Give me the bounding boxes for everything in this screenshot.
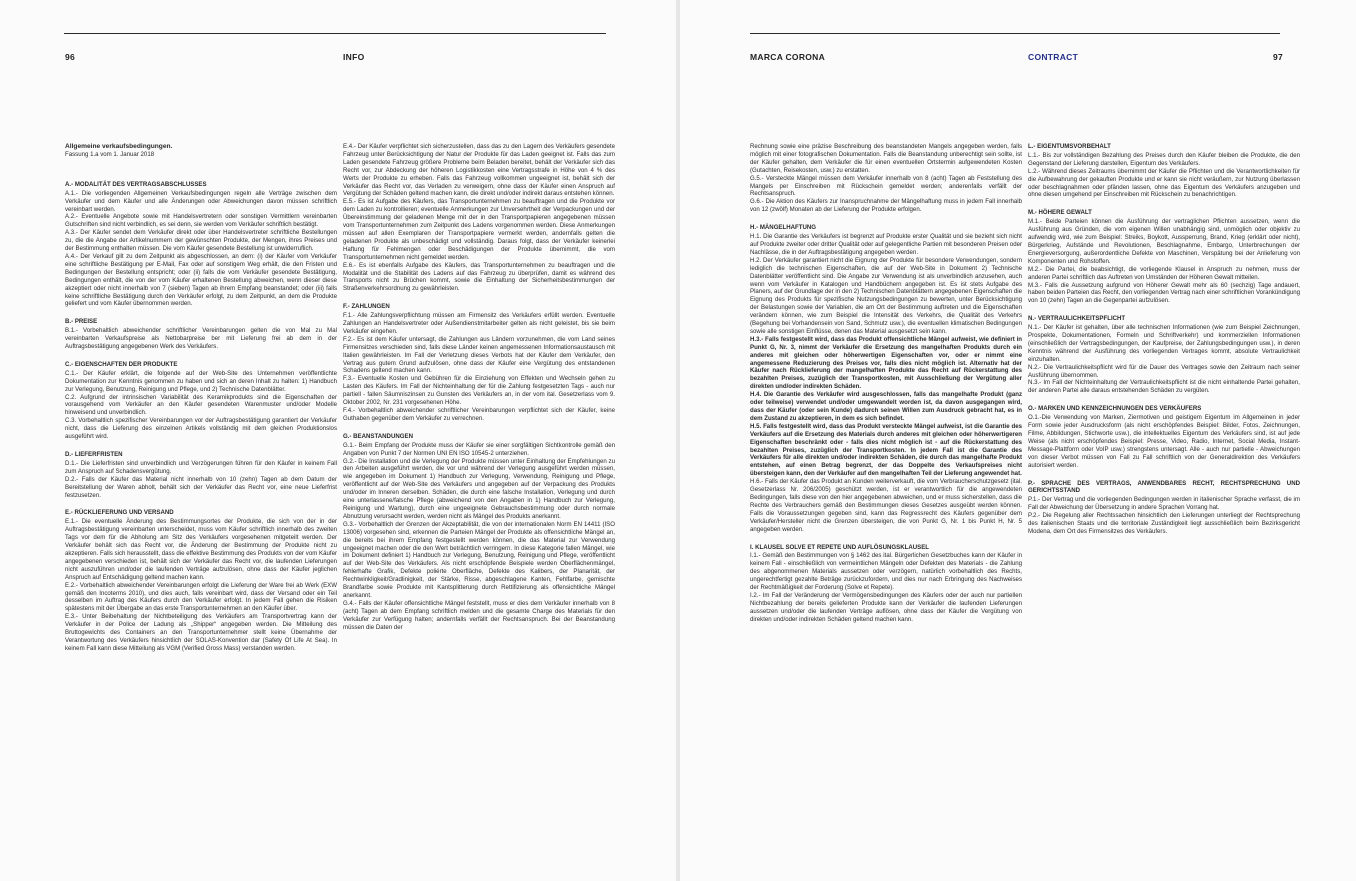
clause-paragraph: C.3. Vorbehaltlich spezifischer Vereinbarungen vor der Auftragsbestätigung garantiert der Verkäufer nicht, dass die Lieferung des einzelnen Artikels vollständig mit dem gleichen Produktionslos ausgeführt wird. [65, 417, 337, 441]
clause-paragraph: D.2.- Falls der Käufer das Material nicht innerhalb von 10 (zehn) Tagen ab dem Datum der Bereitstellung der Waren abholt, behält sich der Verkäufer das Recht vor, eine neue Lieferfrist festzusetzen. [65, 475, 337, 499]
clause-paragraph: E.5.- Es ist Aufgabe des Käufers, das Transportunternehmen zu beauftragen und die Produkte vor dem Laden zu kontrollieren; eventuelle Anmerkungen zur Unversehrtheit der Verpackungen und der Übereinstimmung der geladenen Menge mit der in den Transportpapieren angegebenen müssen vom Transportunternehmen zum Zeitpunkt des Ladens vorgenommen werden. Diese Anmerkungen müssen auf allen Exemplaren der Transportpapiere vermerkt werden, andernfalls gelten die geladenen Produkte als unbeschädigt und vollständig. Daraus folgt, dass der Verkäufer keinerlei Haftung für Fehlmengen oder Beschädigungen der Produkte übernimmt, die vom Transportunternehmen nicht gemeldet werden. [343, 198, 615, 261]
section-heading: C.- EIGENSCHAFTEN DER PRODUKTE [65, 360, 178, 368]
clause-paragraph: E.2.- Vorbehaltlich abweichender Vereinbarungen erfolgt die Lieferung der Ware frei ab Werk (EXW gemäß den Incoterms 2010), und dies auch, falls vereinbart wird, dass der Versand oder ein Teil desselben im Auftrag des Käufers durch den Verkäufer erfolgt. In jedem Fall gehen die Risiken spätestens mit der Übergabe an das erste Transportunternehmen an den Käufer über. [65, 581, 337, 613]
text-column [1028, 143, 1300, 536]
text-column [65, 143, 337, 653]
clause-paragraph: Rechnung sowie eine präzise Beschreibung des beanstandeten Mangels angegeben werden, falls möglich mit einer fotografischen Dokumentation. Falls die Beanstandung unberechtigt sein sollte, ist der Käufer gehalten, dem Verkäufer die für einen eventuellen Ortstermin aufgewendeten Kosten (Gutachten, Reisekosten, usw.) zu erstatten. [750, 143, 1022, 174]
section-heading: E.- RÜCKLIEFERUNG UND VERSAND [65, 509, 174, 517]
text-column [343, 143, 615, 631]
clause-paragraph: M.2.- Die Partei, die beabsichtigt, die vorliegende Klausel in Anspruch zu nehmen, muss der anderen Partei schriftlich das Auftreten von Umständen der Höheren Gewalt mitteilen. [1028, 265, 1300, 281]
clause-paragraph: A.3.- Der Käufer sendet dem Verkäufer direkt oder über Handelsvertreter schriftliche Bestellungen zu, die die Angabe der Artikelnummern der gewünschten Produkte, der Mengen, ihres Preises und der Bestimmung enthalten müssen. Die vom Käufer gesendete Bestellung ist unwiderruflich. [65, 229, 337, 253]
section-heading: I. KLAUSEL SOLVE ET REPETE UND AUFLÖSUNGSKLAUSEL [750, 543, 929, 551]
clause-paragraph: M.1.- Beide Parteien können die Ausführung der vertraglichen Pflichten aussetzen, wenn die Ausführung aus Gründen, die vom eigenen Willen unabhängig sind, unmöglich oder objektiv zu aufwendig wird, wie zum Beispiel: Streiks, Boykott, Aussperrung, Brand, Krieg (erklärt oder nicht), Bürgerkrieg, Aufstände und Revolutionen, Beschlagnahme, Embargo, Unterbrechungen der Energieversorgung, außerordentliche Defekte von Maschinen, Verspätung bei der Anlieferung von Komponenten und Rohstoffen. [1028, 218, 1300, 265]
clause-paragraph: G.1.- Beim Empfang der Produkte muss der Käufer sie einer sorgfältigen Sichtkontrolle gemäß den Angaben von Punkt 7 der Normen UNI EN ISO 10545-2 unterziehen. [343, 441, 615, 457]
clause-paragraph: H.5. Falls festgestellt wird, dass das Produkt versteckte Mängel aufweist, ist die Garantie des Verkäufers auf die Ersetzung des Materials durch anderes mit gleichen oder höherwertigeren Eigenschaften beschränkt oder - falls dies nicht möglich ist - auf die Rückerstattung des bezahlten Preises, zuzüglich der Transportkosten. In jedem Fall ist die Garantie des Verkäufers für alle direkten und/oder indirekten Schäden, die durch das mangelhafte Produkt entstehen, auf einen Betrag begrenzt, der das Doppelte des Verkaufspreises nicht übersteigen kann, den der Verkäufer auf den mangelhaften Teil der Lieferung angewendet hat. [750, 422, 1022, 478]
clause-paragraph: C.1.- Der Käufer erklärt, die folgende auf der Web-Site des Unternehmen veröffentlichte Dokumentation zur Kenntnis genommen zu haben und sich an deren Inhalt zu halten: 1) Handbuch zur Verlegung, Benutzung, Reinigung und Pflege, und 2) Technische Datenblätter. [65, 369, 337, 393]
clause-paragraph: F.3.- Eventuelle Kosten und Gebühren für die Einziehung von Effekten und Wechseln gehen zu Lasten des Käufers. Im Fall der Nichteinhaltung der für die Zahlung festgesetzten Tags - auch nur partiell - fallen Säumniszinsen zu Gunsten des Verkäufers an, in der vom ital. Gesetzerlass vom 9. Oktober 2002, Nr. 231 vorgesehenen Höhe. [343, 375, 615, 407]
section-heading: A.- MODALITÄT DES VERTRAGSABSCHLUSSES [65, 180, 207, 188]
clause-paragraph: H.1. Die Garantie des Verkäufers ist begrenzt auf Produkte erster Qualität und sie bezieht sich nicht auf Produkte zweiter oder dritter Qualität oder auf gelegentliche Partien mit besonderen Preisen oder Nachlässe, die in der Auftragsbestätigung angegeben werden. [750, 233, 1023, 256]
clause-paragraph: G.5.- Versteckte Mängel müssen dem Verkäufer innerhalb von 8 (acht) Tagen ab Feststellung des Mangels per Einschreiben mit Rückschein gemeldet werden; anderenfalls verfällt der Rechtsanspruch. [750, 174, 1022, 198]
clause-paragraph: C.2. Aufgrund der intrinsischen Variabilität des Keramikprodukts sind die Eigenschaften der vorausgehend vom Verkäufer an den Käufer gesendeten Warenmuster und/oder Modelle hinweisend und unverbindlich. [65, 393, 337, 417]
section-heading: G.- BEANSTANDUNGEN [343, 432, 413, 440]
clause-paragraph: O.1.-Die Verwendung von Marken, Ziermotiven und geistigem Eigentum im Allgemeinen in jeder Form sowie jeder Ausdrucksform (als nicht erschöpfendes Beispiel: Bilder, Fotos, Zeichnungen, Filme, Abbildungen, Stichworte usw.), die intellektuelles Eigentum des Verkäufers sind, ist auf jede Weise (als nicht erschöpfendes Beispiel: Presse, Video, Radio, Internet, Social Media, Instant-Message-Plattform oder VoIP usw.) strengstens untersagt. Alle - auch nur partielle - Abweichungen von dieser Verbot müssen von Fall zu Fall schriftlich von der Generaldirektion des Verkäufers autorisiert werden. [1028, 414, 1300, 469]
section-heading: O.- MARKEN UND KENNZEICHNUNGEN DES VERKÄUFERS [1028, 405, 1202, 413]
clause-paragraph: E.3.- Unter Beibehaltung der Nichtbeteiligung des Verkäufers am Transportvertrag kann der Verkäufer in der Police der Ladung als „Shipper“ angegeben werden. Die Mitteilung des Bruttogewichts des Containers an den Transportunternehmer stellt keine Übernahme der Verantwortung des Verkäufers hinsichtlich der SOLAS-Konvention dar (Safety Of Life At Sea). In keinem Fall kann diese Mitteilung als VGM (Verified Gross Mass) verstanden werden. [65, 613, 337, 652]
clause-paragraph: G.6.- Die Aktion des Käufers zur Inanspruchnahme der Mängelhaftung muss in jedem Fall innerhalb von 12 (zwölf) Monaten ab der Lieferung der Produkte erfolgen. [750, 198, 1022, 214]
clause-paragraph: I.2.- Im Fall der Veränderung der Vermögensbedingungen des Käufers oder der auch nur partiellen Nichtbezahlung der bereits gelieferten Produkte kann der Verkäufer die laufenden Lieferungen aussetzen und/oder die laufenden Verträge auflösen, ohne dass der Käufer die Vergütung von direkten und/oder indirekten Schäden geltend machen kann. [750, 591, 1022, 623]
clause-paragraph: G.3.- Vorbehaltlich der Grenzen der Akzeptabilität, die von der internationalen Norm EN 14411 (ISO 13006) vorgesehen sind, erkennen die Parteien Mängel der Produkte als offensichtliche Mängel an, die bereits bei ihrem Empfang festgestellt werden können, die das Material zur Verwendung ungeeignet machen oder die den Wert beträchtlich verringern. In diese Kategorie fallen Mängel, wie im Dokument definiert 1) Handbuch zur Verlegung, Benutzung, Reinigung und Pflege, veröffentlicht auf der Web-Site des Verkäufers. Als nicht erschöpfende Beispiele werden Oberflächenmängel, fehlerhafte Grafik, Defekte poliérte Oberfläche, Defekte des Kalibers, der Planarität, der Rechtwinkligkeit/Gradlinigkeit, der Stärke, Risse, abgeschlagene Kanten, Fehlfarbe, gemischte Brandfarbe sowie Produkte mit Kantsplitterung durch Rettifizierung als offensichtliche Mängel anerkannt. [343, 520, 615, 599]
clause-paragraph: H.4. Die Garantie des Verkäufer wird ausgeschlossen, falls das mangelhafte Produkt (ganz oder teilweise) verwendet und/oder umgewandelt worden ist, da davon ausgegangen wird, dass der Käufer (oder sein Kunde) dadurch seinen Willen zum Ausdruck gebracht hat, es in dem Zustand zu akzeptieren, in dem es sich befindet. [750, 391, 1022, 422]
clause-paragraph: H.2. Der Verkäufer garantiert nicht die Eignung der Produkte für besondere Verwendungen, sondern lediglich die technischen Eigenschaften, die auf der Web-Site in Dokument 2) Technische Datenblätter veröffentlicht sind. Die Angabe zur Verwendung ist als unverbindlich anzusehen, auch wenn vom Verkäufer in Katalogen und Handbüchern angegeben ist. Es ist stets Aufgabe des Planers, auf der Grundlage der in den 2) Technischen Datenblättern angegebenen Eigenschaften die Eignung des Produkts für spezifische Nutzungsbedingungen zu bewerten, unter Berücksichtigung der Belastungen sowie der Variablen, die am Ort der Bestimmung auftreten und die Eigenschaften verändern können, wie zum Beispiel die Intensität des Verkehrs, die Qualität des Verkehrs (Begehung bei Vorhandensein von Sand, Schmutz usw.), die eventuellen klimatischen Bedingungen sowie alle sonstigen Einflüsse, denen das Material ausgesetzt sein kann. [750, 256, 1022, 335]
text-column [750, 143, 1022, 624]
page-number: 96 [65, 52, 76, 62]
clause-paragraph: G.2.- Die Installation und die Verlegung der Produkte müssen unter Einhaltung der Empfehlungen zu den Arbeiten ausgeführt werden, die vor und während der Verlegung ausgeführt werden müssen, wie angegeben im Dokument 1) Handbuch zur Verlegung, Verwendung, Reinigung und Pflege, veröffentlicht auf der Web-Site des Verkäufers und angegeben auf der Verpackung des Produkts und/oder im Inneren derselben. Schäden, die durch eine falsche Installation, Verlegung und durch eine unterlassene/falsche Pflege (abweichend von den Angaben in 1) Handbuch zur Verlegung, Reinigung und Wartung), durch eine ungeeignete Gebrauchsbestimmung oder durch normale Abnutzung verursacht werden, werden nicht als Mängel des Produkts anerkannt. [343, 457, 615, 520]
clause-paragraph: B.1.- Vorbehaltlich abweichender schriftlicher Vereinbarungen gelten die von Mal zu Mal vereinbarten Verkaufspreise als Nettobarpreise ber mit Lieferung frei ab dem in der Auftragsbestätigung angegebenen Werk des Verkäufers. [65, 327, 337, 351]
clause-paragraph: N.2.- Die Vertraulichkeitspflicht wird für die Dauer des Vertrages sowie den Zeitraum nach seiner Ausführung übernommen. [1028, 363, 1300, 379]
clause-paragraph: D.1.- Die Lieferfristen sind unverbindlich und Verzögerungen führen für den Käufer in keinem Fall zum Anspruch auf Schadensvergütung. [65, 459, 337, 475]
section-heading: P.- SPRACHE DES VERTRAGS, ANWENDBARES RECHT, RECHTSPRECHUNG UND GERICHTSSTAND [1028, 479, 1300, 495]
section-heading: L.- EIGENTUMSVORBEHALT [1028, 143, 1111, 150]
clause-paragraph: F.1.- Alle Zahlungsverpflichtung müssen am Firmensitz des Verkäufers erfüllt werden. Eventuelle Zahlungen an Handelsvertreter oder Außendienstmitarbeiter gelten als nicht geleistet, bis sie beim Verkäufer eingehen. [343, 312, 615, 335]
doc-title: Allgemeine verkaufsbedingungen. [65, 143, 173, 150]
section-heading: B.- PREISE [65, 318, 98, 326]
section-heading: D.- LIEFERFRISTEN [65, 451, 123, 458]
clause-paragraph: M.3.- Falls die Aussetzung aufgrund von Höherer Gewalt mehr als 60 (sechzig) Tage andauert, haben beiden Parteien das Recht, den vorliegenden Vertrag nach einer schriftlichen Vorankündigung von 10 (zehn) Tagen an die Gegenpartei aufzulösen. [1028, 281, 1300, 305]
clause-paragraph: A.2.- Eventuelle Angebote sowie mit Handelsvertretern oder sonstigen Vermittlern vereinbarten Gutschriften sind nicht verbindlich, es sei denn, sie werden vom Verkäufer schriftlich bestätigt. [65, 213, 337, 229]
clause-paragraph: I.1.- Gemäß den Bestimmungen von § 1462 des ital. Bürgerlichen Gesetzbuches kann der Käufer in keinem Fall - einschließlich von vermeintlichen Mängeln oder Defekten des Materials - die Zahlung des abgenommenen Materials aussetzen oder verzögern, natürlich vorbehaltlich des Rechts, ungerechtfertigt gezahlte Beträge zurückzufordern, und dies nur nach Erbringung des Nachweises der Rechtmäßigkeit der Forderung (Solve et Repete). [750, 552, 1022, 592]
clause-paragraph: A.1.- Die vorliegenden Allgemeinen Verkaufsbedingungen regeln alle Verträge zwischen dem Verkäufer und dem Käufer und alle Änderungen oder Abweichungen davon müssen schriftlich vereinbart werden. [65, 189, 337, 213]
section-title: INFO [343, 52, 365, 62]
clause-paragraph: L.1.- Bis zur vollständigen Bezahlung des Preises durch den Käufer bleiben die Produkte, die den Gegenstand der Lieferung darstellen, Eigentum des Verkäufers. [1028, 151, 1300, 167]
clause-paragraph: F.4.- Vorbehaltlich abweichender schriftlicher Vereinbarungen verpflichtet sich der Käufer, keine Guthaben gegenüber dem Verkäufer zu verrechnen. [343, 407, 615, 422]
clause-paragraph: E.4.- Der Käufer verpflichtet sich sicherzustellen, dass das zu den Lagern des Verkäufers gesendete Fahrzeug unter Berücksichtigung der Natur der Produkte für das Laden geeignet ist. Falls das zum Laden gesendete Fahrzeug größere Probleme beim Beladen bereitet, behält der Verkäufer sich das Recht vor, zur Abdeckung der höheren Logistikkosten eine Vertragsstrafe in Höhe von 4 % des Werts der Produkte zu erheben. Falls das Fahrzeug vollkommen ungeeignet ist, behält sich der Verkäufer das Recht vor, das Verladen zu verweigern, ohne dass der Käufer einen Anspruch auf Vergütung der Schäden geltend machen kann, die direkt und/oder indirekt daraus entstehen können. [343, 143, 615, 198]
clause-paragraph: E.6.- Es ist ebenfalls Aufgabe des Käufers, das Transportunternehmen zu beauftragen und die Modalität und die Stabilität des Ladens auf das Fahrzeug zu überprüfen, damit es während des Transports nicht zu Brüchen kommt, sowie die Einhaltung der Sicherheitsbestimmungen der Straßenverkehrsordnung zu gewährleisten. [343, 261, 615, 293]
doc-version: Fassung 1.a vom 1. Januar 2018 [65, 150, 155, 158]
section-heading: H.- MÄNGELHAFTUNG [750, 224, 817, 232]
section-heading: N.- VERTRAULICHKEITSPFLICHT [1028, 315, 1126, 323]
section-title: CONTRACT [1028, 52, 1079, 62]
clause-paragraph: P.2.- Die Regelung aller Rechtssachen hinsichtlich den Lieferungen unterliegt der Rechtsprechung des italienischen Staats und die territoriale Zuständigkeit liegt ausschließlich beim Bezirksgericht Modena, dem Ort des Firmensitzes des Verkäufers. [1028, 512, 1300, 535]
brand-name: MARCA CORONA [750, 52, 826, 62]
clause-paragraph: H.6.- Falls der Käufer das Produkt an Kunden weiterverkauft, die vom Verbraucherschutzgesetz (ital. Gesetzerlass Nr. 206/2005) geschützt werden, ist er verantwortlich für die angewendeten Bedingungen, falls diese von den hier angegebenen abweichen, und er muss sicherstellen, dass die Rechte des Verbrauchers gemäß den Bestimmungen dieses Gesetzes ausgeübt werden können. Falls die Voraussetzungen gegeben sind, kann das Regressrecht des Käufers gegenüber dem Verkäufer/Hersteller nicht die Grenzen übersteigen, die von Punkt G, Nr. 1 bis Punkt H, Nr. 5 angegeben werden. [750, 478, 1022, 533]
clause-paragraph: L.2.- Während dieses Zeitraums übernimmt der Käufer die Pflichten und die Verantwortlichkeiten für die Aufbewahrung der gekauften Produkte und er kann sie nicht veräußern, zur Nutzung überlassen oder beschlagnahmen oder pfänden lassen, ohne das Eigentum des Verkäufers anzugeben und ohne diesen umgehend per Einschreiben mit Rückschein zu benachrichtigen. [1028, 167, 1300, 199]
section-heading: F.- ZAHLUNGEN [343, 303, 390, 311]
section-heading: M.- HÖHERE GEWALT [1028, 209, 1092, 217]
clause-paragraph: G.4.- Falls der Käufer offensichtliche Mängel feststellt, muss er dies dem Verkäufer innerhalb von 8 (acht) Tagen ab dem Empfang schriftlich melden und die gesamte Charge des Materials für den Verkäufer zur Verfügung halten; andernfalls verfällt der Rechtsanspruch. Bei der Beanstandung müssen die Daten der [343, 599, 615, 631]
clause-paragraph: N.3.- Im Fall der Nichteinhaltung der Vertraulichkeitspflicht ist die nicht einhaltende Partei gehalten, der anderen Partei alle daraus entstehenden Schäden zu vergüten. [1028, 379, 1300, 395]
clause-paragraph: N.1.- Der Käufer ist gehalten, über alle technischen Informationen (wie zum Beispiel Zeichnungen, Prospekte, Dokumentationen, Formeln und Schriftverkehr) und kommerziellen Informationen (einschließlich der Vertragsbedingungen, der Kaufpreise, der Zahlungsbedingungen usw.), in deren Kenntnis während der Ausführung des vorliegenden Vertrages kommt, absolute Vertraulichkeit einzuhalten. [1028, 324, 1300, 363]
clause-paragraph: A.4.- Der Verkauf gilt zu dem Zeitpunkt als abgeschlossen, an dem: (i) der Käufer vom Verkäufer eine schriftliche Bestätigung per E-Mail, Fax oder auf sonstigem Weg erhält, die den Fristen und Bedingungen der Bestellung entspricht; oder (ii) falls die vom Verkäufer gesendete Bestätigung, Bedingungen enthält, die von der vom Käufer erhaltenen Bestellung abweichen, wenn dieser diese akzeptiert oder nicht innerhalb von 7 (sieben) Tagen ab ihrem Empfang beanstandet; oder (iii) falls keine schriftliche Bestätigung durch den Verkäufer erfolgt, zu dem Zeitpunkt, an dem die Produkte geliefert und vom Käufer übernommen werden. [65, 252, 337, 308]
clause-paragraph: H.3.- Falls festgestellt wird, dass das Produkt offensichtliche Mängel aufweist, wie definiert in Punkt G, Nr. 3, nimmt der Verkäufer die Ersetzung des mangelhaften Produkts durch ein anderes mit gleichen oder höherwertigen Eigenschaften vor, oder er nimmt eine angemessene Reduzierung des Preises vor, falls dies nicht möglich ist. Alternativ hat der Käufer nach Rücklieferung der mangelhaften Produkte das Recht auf Rückerstattung des bezahlten Preises, zuzüglich der Transportkosten, mit Ausschließung der Vergütung aller direkten und/oder indirekten Schäden. [750, 335, 1022, 391]
header-rule [750, 33, 1280, 34]
right-page [680, 0, 1356, 881]
clause-paragraph: E.1.- Die eventuelle Änderung des Bestimmungsortes der Produkte, die sich von der in der Auftragsbestätigung vereinbarten unterscheidet, muss vom Käufer schriftlich innerhalb des zweiten Tags vor dem für die Abholung am Sitz des Verkäufers vorgesehenen mitgeteilt werden. Der Verkäufer behält sich das Recht vor, die Änderung der Bestimmung der Produkte nicht zu akzeptieren. Falls sich herausstellt, dass die effektive Bestimmung des Produkts von der vom Käufer angegebenen verschieden ist, behält sich der Verkäufer das Recht vor, die laufenden Lieferungen nicht auszuführen und/oder die laufenden Verträge aufzulösen, ohne dass der Käufer jeglichen Anspruch auf Entschädigung geltend machen kann. [65, 518, 337, 581]
left-page [0, 0, 676, 881]
header-rule [64, 33, 606, 34]
clause-paragraph: F.2.- Es ist dem Käufer untersagt, die Zahlungen aus Ländern vorzunehmen, die vom Land seines Firmensitzes verschieden sind, falls diese Länder keinen angemessenen Informationsaustausch mit Italien gewährleisten. Im Fall der Verletzung dieses Verbots hat der Käufer dem Verkäufer, den Vertrag aus gutem Grund aufzulösen, ohne dass der Käufer eine Vergütung des entstandenen Schadens geltend machen kann. [343, 335, 615, 375]
clause-paragraph: P.1.- Der Vertrag und die vorliegenden Bedingungen werden in italienischer Sprache verfasst, die im Fall der Abweichung der Übersetzung in andere Sprachen Vorrang hat. [1028, 496, 1300, 512]
page-number: 97 [1273, 52, 1284, 62]
